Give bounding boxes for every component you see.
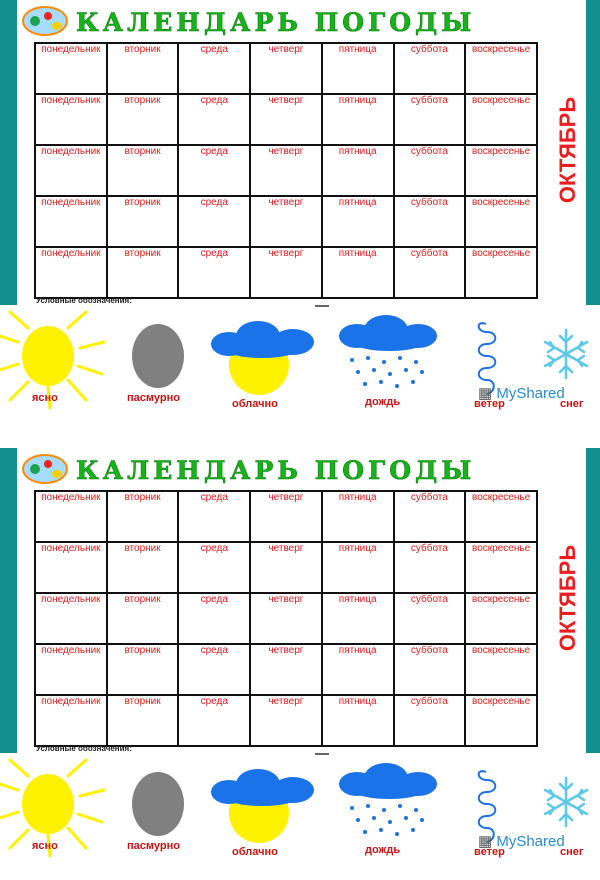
day-label: суббота: [410, 44, 448, 55]
day-label: четверг: [268, 645, 304, 656]
rain-cloud-icon: [339, 315, 437, 388]
day-label: пятница: [338, 248, 377, 259]
gray-circle-icon: [132, 324, 184, 388]
watermark: ▦ MyShared: [478, 833, 565, 850]
day-label: среда: [200, 44, 228, 55]
legend-cloudy-label: облачно: [232, 846, 278, 858]
day-label: среда: [200, 95, 228, 106]
day-cell[interactable]: [465, 695, 537, 746]
calendar-grid: [34, 490, 538, 747]
legend-snow-label: снег: [560, 398, 584, 410]
day-label: суббота: [410, 146, 448, 157]
day-cell[interactable]: [394, 43, 466, 94]
day-label: понедельник: [41, 197, 101, 208]
day-label: пятница: [338, 543, 377, 554]
day-cell[interactable]: [250, 593, 322, 644]
day-cell[interactable]: [107, 542, 179, 593]
day-cell[interactable]: [250, 542, 322, 593]
day-label: среда: [200, 197, 228, 208]
day-label: понедельник: [41, 543, 101, 554]
snowflake-icon: [545, 330, 587, 378]
day-label: вторник: [124, 492, 161, 503]
day-cell[interactable]: [250, 644, 322, 695]
day-cell[interactable]: [394, 247, 466, 298]
weather-legend: [0, 308, 600, 432]
day-cell[interactable]: [178, 542, 250, 593]
day-label: четверг: [268, 492, 304, 503]
day-label: пятница: [338, 44, 377, 55]
day-cell[interactable]: [322, 491, 394, 542]
day-label: вторник: [124, 594, 161, 605]
day-label: вторник: [124, 95, 161, 106]
day-label: четверг: [268, 44, 304, 55]
calendar-sheet-2: [0, 448, 600, 880]
day-cell[interactable]: [107, 644, 179, 695]
day-cell[interactable]: [178, 644, 250, 695]
frame-right: [586, 448, 600, 753]
day-cell[interactable]: [465, 145, 537, 196]
rain-cloud-icon: [339, 763, 437, 836]
day-cell[interactable]: [250, 491, 322, 542]
day-cell[interactable]: [107, 247, 179, 298]
day-label: воскресенье: [472, 248, 531, 259]
frame-left: [0, 448, 17, 753]
calendar-grid: [34, 42, 538, 299]
page-title: КАЛЕНДАРЬ ПОГОДЫ: [76, 456, 476, 485]
calendar-row: [35, 145, 537, 196]
day-cell[interactable]: [107, 196, 179, 247]
day-label: понедельник: [41, 594, 101, 605]
day-label: вторник: [124, 44, 161, 55]
day-label: четверг: [268, 197, 304, 208]
day-label: пятница: [338, 492, 377, 503]
day-label: пятница: [338, 197, 377, 208]
day-cell[interactable]: [250, 145, 322, 196]
day-cell[interactable]: [465, 542, 537, 593]
day-cell[interactable]: [107, 491, 179, 542]
day-cell[interactable]: [394, 145, 466, 196]
day-label: воскресенье: [472, 197, 531, 208]
day-cell[interactable]: [394, 542, 466, 593]
day-label: суббота: [410, 95, 448, 106]
day-cell[interactable]: [35, 94, 107, 145]
day-label: суббота: [410, 197, 448, 208]
calendar-row: [35, 542, 537, 593]
day-label: четверг: [268, 696, 304, 707]
day-cell[interactable]: [465, 94, 537, 145]
calendar-row: [35, 247, 537, 298]
day-label: вторник: [124, 146, 161, 157]
day-label: среда: [200, 248, 228, 259]
day-label: среда: [200, 146, 228, 157]
day-label: четверг: [268, 594, 304, 605]
day-cell[interactable]: [250, 247, 322, 298]
day-cell[interactable]: [35, 196, 107, 247]
day-label: понедельник: [41, 492, 101, 503]
day-cell[interactable]: [322, 247, 394, 298]
day-cell[interactable]: [35, 247, 107, 298]
page-title: КАЛЕНДАРЬ ПОГОДЫ: [76, 8, 476, 37]
legend-title: Условные обозначения:: [36, 296, 132, 305]
legend-overcast-label: пасмурно: [127, 840, 180, 852]
day-label: суббота: [410, 645, 448, 656]
day-cell[interactable]: [178, 247, 250, 298]
cloud-sun-icon: [211, 321, 314, 395]
day-label: четверг: [268, 95, 304, 106]
day-label: понедельник: [41, 645, 101, 656]
day-label: суббота: [410, 594, 448, 605]
day-cell[interactable]: [35, 491, 107, 542]
calendar-row: [35, 593, 537, 644]
day-label: пятница: [338, 696, 377, 707]
watermark-text: MyShared: [496, 385, 565, 402]
divider: [315, 305, 329, 307]
day-cell[interactable]: [322, 145, 394, 196]
calendar-sheet-1: [0, 0, 600, 432]
calendar-row: [35, 644, 537, 695]
legend-overcast-label: пасмурно: [127, 392, 180, 404]
day-cell[interactable]: [322, 644, 394, 695]
day-label: среда: [200, 696, 228, 707]
day-label: вторник: [124, 696, 161, 707]
logo-icon: [22, 6, 68, 36]
legend-art: [0, 308, 600, 432]
day-label: вторник: [124, 197, 161, 208]
day-cell[interactable]: [35, 542, 107, 593]
day-cell[interactable]: [250, 196, 322, 247]
day-label: пятница: [338, 146, 377, 157]
day-label: суббота: [410, 543, 448, 554]
legend-clear-label: ясно: [32, 392, 58, 404]
day-cell[interactable]: [465, 247, 537, 298]
day-cell[interactable]: [178, 196, 250, 247]
day-cell[interactable]: [107, 43, 179, 94]
day-label: воскресенье: [472, 696, 531, 707]
calendar-row: [35, 94, 537, 145]
day-cell[interactable]: [465, 644, 537, 695]
legend-rain-label: дождь: [365, 396, 401, 408]
day-cell[interactable]: [35, 593, 107, 644]
day-label: пятница: [338, 594, 377, 605]
day-label: четверг: [268, 543, 304, 554]
day-cell[interactable]: [322, 542, 394, 593]
day-label: среда: [200, 543, 228, 554]
logo-icon: [22, 454, 68, 484]
day-cell[interactable]: [107, 94, 179, 145]
frame-right: [586, 0, 600, 305]
day-label: суббота: [410, 696, 448, 707]
calendar-row: [35, 695, 537, 746]
day-cell[interactable]: [178, 94, 250, 145]
legend-clear-label: ясно: [32, 840, 58, 852]
day-cell[interactable]: [250, 43, 322, 94]
day-cell[interactable]: [394, 593, 466, 644]
day-cell[interactable]: [35, 43, 107, 94]
day-label: воскресенье: [472, 645, 531, 656]
month-text: ОКТЯБРЬ: [555, 96, 580, 204]
day-label: суббота: [410, 492, 448, 503]
day-label: среда: [200, 645, 228, 656]
legend-cloudy-label: облачно: [232, 398, 278, 410]
day-label: четверг: [268, 248, 304, 259]
month-label: [548, 543, 588, 653]
day-label: суббота: [410, 248, 448, 259]
day-label: четверг: [268, 146, 304, 157]
day-cell[interactable]: [465, 43, 537, 94]
watermark: ▦ MyShared: [478, 385, 565, 402]
frame-left: [0, 0, 17, 305]
day-label: воскресенье: [472, 594, 531, 605]
day-label: понедельник: [41, 44, 101, 55]
day-cell[interactable]: [394, 644, 466, 695]
legend-wind-label: ветер: [474, 398, 505, 410]
day-label: пятница: [338, 95, 377, 106]
day-cell[interactable]: [178, 491, 250, 542]
calendar-row: [35, 491, 537, 542]
day-label: вторник: [124, 248, 161, 259]
day-cell[interactable]: [465, 593, 537, 644]
calendar-row: [35, 43, 537, 94]
month-text: ОКТЯБРЬ: [555, 544, 580, 652]
day-label: вторник: [124, 543, 161, 554]
legend-art: [0, 756, 600, 880]
day-cell[interactable]: [465, 196, 537, 247]
day-cell[interactable]: [35, 145, 107, 196]
weather-legend: [0, 756, 600, 880]
snowflake-icon: [545, 778, 587, 826]
day-label: вторник: [124, 645, 161, 656]
day-label: понедельник: [41, 146, 101, 157]
month-label: [548, 95, 588, 205]
day-cell[interactable]: [394, 94, 466, 145]
legend-title: Условные обозначения:: [36, 744, 132, 753]
cloud-sun-icon: [211, 769, 314, 843]
legend-wind-label: ветер: [474, 846, 505, 858]
day-label: воскресенье: [472, 44, 531, 55]
day-cell[interactable]: [322, 43, 394, 94]
day-cell[interactable]: [178, 43, 250, 94]
day-label: воскресенье: [472, 95, 531, 106]
legend-rain-label: дождь: [365, 844, 401, 856]
day-label: воскресенье: [472, 492, 531, 503]
day-cell[interactable]: [322, 695, 394, 746]
day-label: пятница: [338, 645, 377, 656]
day-cell[interactable]: [178, 145, 250, 196]
divider: [315, 753, 329, 755]
day-label: понедельник: [41, 95, 101, 106]
day-cell[interactable]: [250, 695, 322, 746]
day-cell[interactable]: [178, 593, 250, 644]
day-cell[interactable]: [107, 695, 179, 746]
day-cell[interactable]: [322, 593, 394, 644]
day-cell[interactable]: [35, 644, 107, 695]
day-cell[interactable]: [322, 94, 394, 145]
day-cell[interactable]: [465, 491, 537, 542]
day-cell[interactable]: [250, 94, 322, 145]
day-label: понедельник: [41, 696, 101, 707]
calendar-row: [35, 196, 537, 247]
day-cell[interactable]: [394, 196, 466, 247]
day-label: среда: [200, 492, 228, 503]
gray-circle-icon: [132, 772, 184, 836]
day-cell[interactable]: [322, 196, 394, 247]
day-label: среда: [200, 594, 228, 605]
day-label: понедельник: [41, 248, 101, 259]
day-cell[interactable]: [107, 145, 179, 196]
day-cell[interactable]: [107, 593, 179, 644]
watermark-text: MyShared: [496, 833, 565, 850]
day-cell[interactable]: [178, 695, 250, 746]
day-label: воскресенье: [472, 146, 531, 157]
day-cell[interactable]: [394, 491, 466, 542]
day-cell[interactable]: [394, 695, 466, 746]
day-cell[interactable]: [35, 695, 107, 746]
legend-snow-label: снег: [560, 846, 584, 858]
day-label: воскресенье: [472, 543, 531, 554]
